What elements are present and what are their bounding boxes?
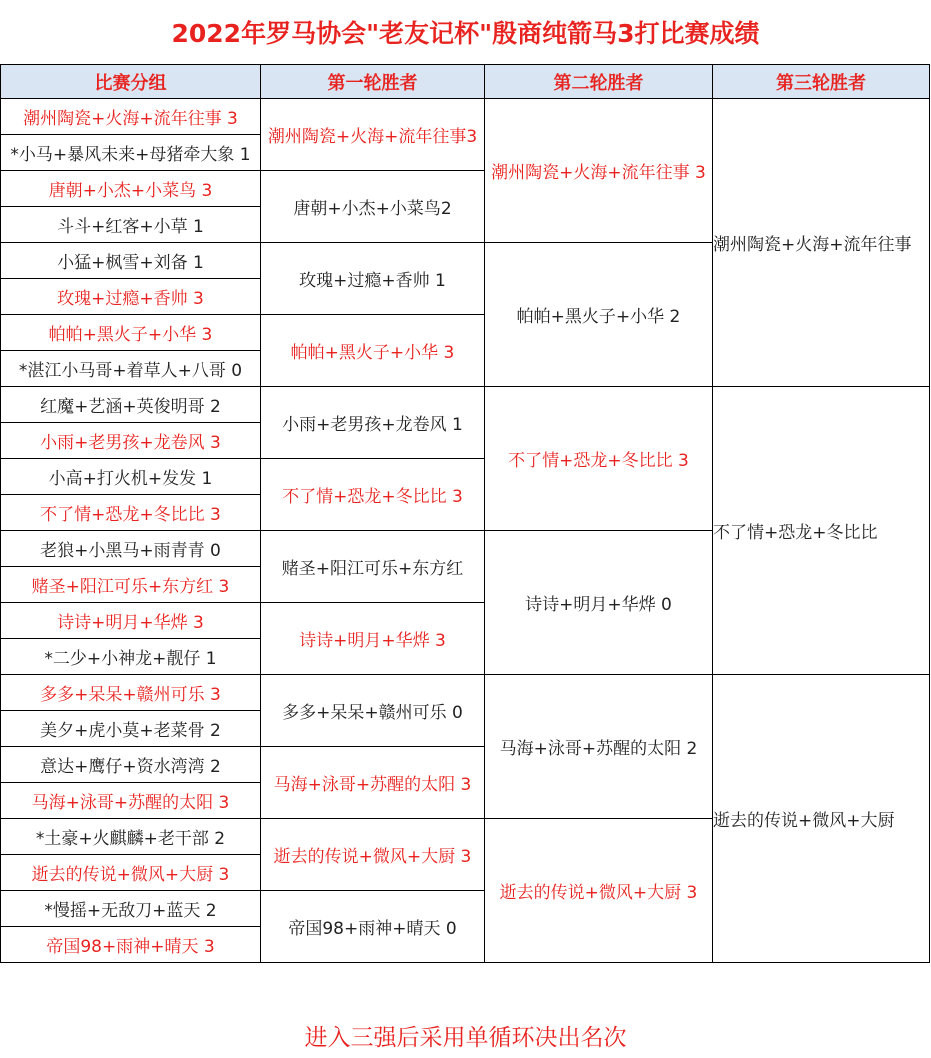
header-groups: 比赛分组 [1,65,261,99]
round3-winner-cell: 潮州陶瓷+火海+流年往事 [713,99,930,387]
round3-winner-cell: 不了情+恐龙+冬比比 [713,387,930,675]
round1-winner-cell: 不了情+恐龙+冬比比 3 [261,459,485,531]
group-team-cell: 小猛+枫雪+刘备 1 [1,243,261,279]
group-team-cell: 美夕+虎小莫+老菜骨 2 [1,711,261,747]
group-team-cell: 唐朝+小杰+小菜鸟 3 [1,171,261,207]
round1-winner-cell: 多多+呆呆+赣州可乐 0 [261,675,485,747]
group-team-cell: 老狼+小黑马+雨青青 0 [1,531,261,567]
group-team-cell: 不了情+恐龙+冬比比 3 [1,495,261,531]
group-team-cell: 逝去的传说+微风+大厨 3 [1,855,261,891]
group-team-cell: *小马+暴风未来+母猪牵大象 1 [1,135,261,171]
round2-winner-cell: 诗诗+明月+华烨 0 [485,531,713,675]
round1-winner-cell: 帝国98+雨神+晴天 0 [261,891,485,963]
group-team-cell: 赌圣+阳江可乐+东方红 3 [1,567,261,603]
group-team-cell: 小雨+老男孩+龙卷风 3 [1,423,261,459]
round1-winner-cell: 帕帕+黑火子+小华 3 [261,315,485,387]
group-team-cell: 意达+鹰仔+资水湾湾 2 [1,747,261,783]
group-team-cell: *湛江小马哥+着草人+八哥 0 [1,351,261,387]
round1-winner-cell: 马海+泳哥+苏醒的太阳 3 [261,747,485,819]
header-round1: 第一轮胜者 [261,65,485,99]
group-team-cell: 帝国98+雨神+晴天 3 [1,927,261,963]
round2-winner-cell: 逝去的传说+微风+大厨 3 [485,819,713,963]
round2-winner-cell: 潮州陶瓷+火海+流年往事 3 [485,99,713,243]
header-round2: 第二轮胜者 [485,65,713,99]
table-row [1,99,930,135]
group-team-cell: *慢摇+无敌刀+蓝天 2 [1,891,261,927]
round1-winner-cell: 唐朝+小杰+小菜鸟2 [261,171,485,243]
table-row [1,387,930,423]
results-table [0,64,930,963]
header-row [1,65,930,99]
round2-winner-cell: 马海+泳哥+苏醒的太阳 2 [485,675,713,819]
group-team-cell: 玫瑰+过瘾+香帅 3 [1,279,261,315]
round1-winner-cell: 逝去的传说+微风+大厨 3 [261,819,485,891]
group-team-cell: *土豪+火麒麟+老干部 2 [1,819,261,855]
group-team-cell: 马海+泳哥+苏醒的太阳 3 [1,783,261,819]
table-row [1,675,930,711]
round1-winner-cell: 小雨+老男孩+龙卷风 1 [261,387,485,459]
page-title: 2022年罗马协会"老友记杯"殷商纯箭马3打比赛成绩 [171,19,760,48]
group-team-cell: 诗诗+明月+华烨 3 [1,603,261,639]
header-round3: 第三轮胜者 [713,65,930,99]
group-team-cell: 红魔+艺涵+英俊明哥 2 [1,387,261,423]
round2-winner-cell: 不了情+恐龙+冬比比 3 [485,387,713,531]
round1-winner-cell: 诗诗+明月+华烨 3 [261,603,485,675]
round1-winner-cell: 玫瑰+过瘾+香帅 1 [261,243,485,315]
group-team-cell: 帕帕+黑火子+小华 3 [1,315,261,351]
footer-note: 进入三强后采用单循环决出名次 [304,1025,627,1051]
group-team-cell: 潮州陶瓷+火海+流年往事 3 [1,99,261,135]
group-team-cell: *二少+小神龙+靓仔 1 [1,639,261,675]
round3-winner-cell: 逝去的传说+微风+大厨 [713,675,930,963]
group-team-cell: 斗斗+红客+小草 1 [1,207,261,243]
group-team-cell: 多多+呆呆+赣州可乐 3 [1,675,261,711]
round1-winner-cell: 潮州陶瓷+火海+流年往事3 [261,99,485,171]
round2-winner-cell: 帕帕+黑火子+小华 2 [485,243,713,387]
round1-winner-cell: 赌圣+阳江可乐+东方红 [261,531,485,603]
results-body [1,99,930,963]
group-team-cell: 小高+打火机+发发 1 [1,459,261,495]
